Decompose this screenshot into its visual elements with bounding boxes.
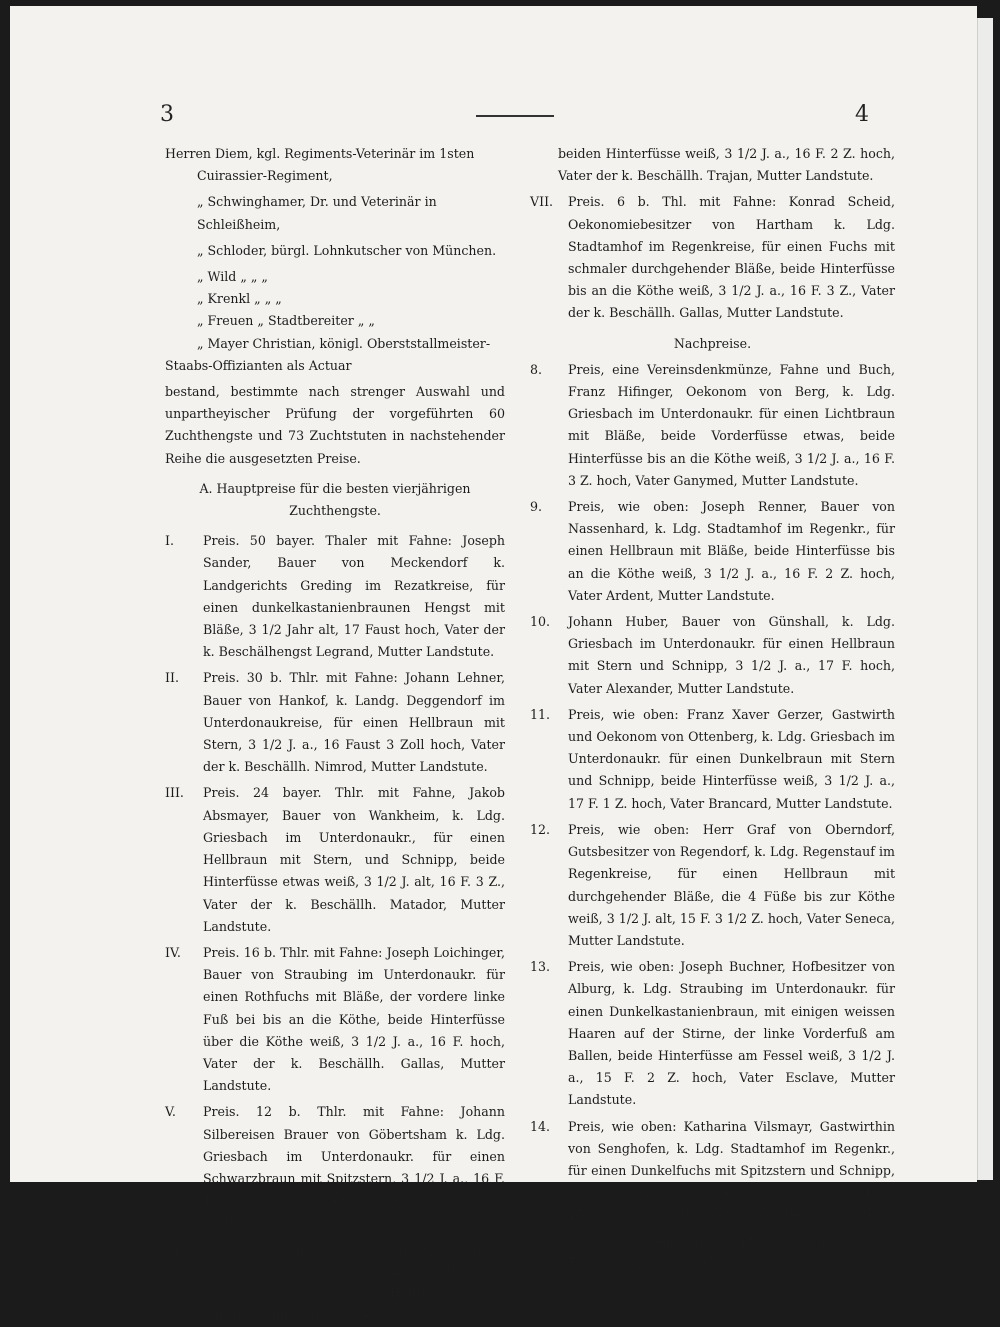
prize-number: 12.: [530, 821, 551, 837]
jury-line: „ Schloder, bürgl. Lohnkutscher von München.: [197, 242, 497, 258]
intro-paragraph: bestand, bestimmte nach strenger Auswahl und unpartheyischer Prüfung der vorgeführten 60 Zuchthengste und 73 Zuchtstuten in nachstehender Reihe die ausgesetzten Preise.: [165, 384, 505, 466]
prize-entry: [530, 1116, 895, 1227]
prize-entry: [165, 1239, 505, 1327]
prize-number: V.: [165, 1104, 176, 1120]
prize-text: Preis. 10 b. Thlr. mit Fahne: Wolfgang Grimm, Bauer von Gotzing, k. Ldg. Miesbach im Isarkr., für einen Hellbraun mit durchgehender Bläße, die: [203, 1241, 505, 1324]
prize-entry: [165, 942, 505, 1097]
right-column: [530, 143, 895, 1275]
prize-number: IV.: [165, 944, 181, 960]
prize-number: 11.: [530, 706, 551, 722]
prize-entry: [165, 530, 505, 663]
prize-number: 15.: [530, 1233, 551, 1249]
prize-number: VII.: [530, 194, 554, 210]
prize-number: 10.: [530, 614, 551, 630]
prize-entry: [530, 704, 895, 815]
prize-entry: [530, 191, 895, 324]
prize-text: Preis. 16 b. Thlr. mit Fahne: Joseph Loichinger, Bauer von Straubing im Unterdonaukr. für einen Rothfuchs mit Bläße, der vordere linke Fuß bei bis an die Köthe, beide Hinterfüsse über die Köthe weiß, 3 1/2 J. a., 16 F. hoch, Vater der k. Beschällh. Gallas, Mutter Landstute.: [203, 944, 505, 1094]
prize-entry: [165, 782, 505, 937]
prize-number: 14.: [530, 1118, 551, 1134]
prize-entry: [530, 956, 895, 1111]
jury-line: „ Freuen „ Stadtbereiter „ „: [197, 313, 375, 329]
prize-entry: [530, 819, 895, 952]
jury-line: Schleißheim,: [197, 216, 281, 232]
jury-line: „ Krenkl „ „ „: [197, 291, 282, 307]
jury-line: Staabs-Offizianten als Actuar: [165, 357, 352, 373]
prize-text: Preis, wie oben: Joseph Buchner, Hofbesitzer von Alburg, k. Ldg. Straubing im Unterdonaukr. für einen Dunkelkastanienbraun, mit einigen weissen Haaren auf der Stirne, der linke Vorderfuß am Ballen, beide Hinterfüsse am Fessel weiß, 3 1/2 J. a., 15 F. 2 Z. hoch, Vater Esclave, Mutter Landstute.: [568, 959, 895, 1108]
jury-line: Cuirassier-Regiment,: [197, 168, 333, 184]
jury-line: „ Wild „ „ „: [197, 269, 268, 285]
prize-entry: [165, 667, 505, 778]
prize-text: Preis, eine Vereinsdenkmünze, Fahne und Buch, Franz Hifinger, Oekonom von Berg, k. Ldg. Griesbach im Unterdonaukr. für einen Lichtbraun mit Bläße, beide Vorderfüsse etwas, beide Hinterfüsse bis an die Köthe weiß, 3 1/2 J. a., 16 F. 3 Z. hoch, Vater Ganymed, Mutter Landstute.: [568, 361, 895, 488]
prize-text: Preis, wie oben: Franz Xaver Gerzer, Gastwirth und Oekonom von Ottenberg, k. Ldg. Griesbach im Unterdonaukr. für einen Dunkelbraun mit Stern und Schnipp, beide Hinterfüsse weiß, 3 1/2 J. a., 17 F. 1 Z. hoch, Vater Brancard, Mutter Landstute.: [568, 706, 895, 811]
prize-text: Preis. 12 b. Thlr. mit Fahne: Johann Silbereisen Brauer von Göbertsham k. Ldg. Griesbach im Unterdonaukr. für einen Schwarzbraun mit Spitzstern, 3 1/2 J. a., 16 F. 1 Z. hoch, Vater der k. Beschällh. Matador Mutter Landstute.: [203, 1104, 505, 1231]
prize-number: VI.: [165, 1241, 184, 1257]
jury-line: Herren Diem, kgl. Regiments-Veterinär im 1sten: [165, 146, 475, 161]
prize-number: 9.: [530, 499, 543, 515]
prize-text: Preis, wie oben: Herr Graf von Oberndorf, Gutsbesitzer von Regendorf, k. Ldg. Regenstauf im Regenkreise, für einen Hellbraun mit durchgehender Bläße, die 4 Füße bis zur Köthe weiß, 3 1/2 J. alt, 15 F. 3 1/2 Z. hoch, Vater Seneca, Mutter Landstute.: [568, 821, 895, 948]
prize-text: Preis. 50 bayer. Thaler mit Fahne: Joseph Sander, Bauer von Meckendorf k. Landgerichts Greding im Rezatkreise, für einen dunkelkastanienbraunen Hengst mit Bläße, 3 1/2 Jahr alt, 17 Faust hoch, Vater der k. Beschälhengst Legrand, Mutter Landstute.: [203, 533, 505, 660]
prize-text: Johann Huber, Bauer von Günshall, k. Ldg. Griesbach im Unterdonaukr. für einen Hellbraun mit Stern und Schnipp, 3 1/2 J. a., 17 F. hoch, Vater Alexander, Mutter Landstute.: [568, 614, 895, 696]
prize-text: Preis, wie oben: Joseph Renner, Bauer von Nassenhard, k. Ldg. Stadtamhof im Regenkr., für einen Hellbraun mit Bläße, beide Hinterfüsse bis an die Köthe weiß, 3 1/2 J. a., 16 F. 2 Z. hoch, Vater Ardent, Mutter Landstute.: [568, 499, 895, 603]
prize-entry: [530, 359, 895, 492]
prize-entry: [530, 1231, 895, 1275]
continuation-text: beiden Hinterfüsse weiß, 3 1/2 J. a., 16 F. 2 Z. hoch, Vater der k. Beschällh. Trajan, Mutter Landstute.: [558, 146, 895, 184]
prize-entry: [165, 1101, 505, 1234]
prize-number: II.: [165, 670, 179, 686]
subheading: Nachpreise.: [673, 335, 752, 351]
section-heading: A. Hauptpreise für die besten vierjährigen Zuchthengste.: [199, 480, 471, 519]
jury-line: „ Schwinghamer, Dr. und Veterinär in: [197, 194, 437, 210]
next-page-edge: [977, 18, 993, 1180]
prize-text: Preis. 24 bayer. Thlr. mit Fahne, Jakob Absmayer, Bauer von Wankheim, k. Ldg. Griesbach im Unterdonaukr., für einen Hellbraun mit Stern, und Schnipp, beide Hinterfüsse etwas weiß, 3 1/2 J. alt, 16 F. 3 Z., Vater der k. Beschällh. Matador, Mutter Landstute.: [203, 785, 505, 934]
prize-text: Preis. 6 b. Thl. mit Fahne: Konrad Scheid, Oekonomiebesitzer von Hartham k. Ldg. Stadtamhof im Regenkreise, für einen Fuchs mit schmaler durchgehender Bläße, beide Hinterfüsse bis an die Köthe weiß, 3 1/2 J. a., 16 F. 3 Z., Vater der k. Beschällh. Gallas, Mutter Landstute.: [568, 194, 895, 321]
jury-line: „ Mayer Christian, königl. Oberststallmeister-: [197, 335, 491, 351]
prize-entry: [530, 611, 895, 700]
page-number-left: 3: [160, 102, 174, 127]
prize-text: Preis, wie oben: Katharina Vilsmayr, Gastwirthin von Senghofen, k. Ldg. Stadtamhof im Regenkr., für einen Dunkelfuchs mit Spitzstern und Schnipp, beide Hinterfüsse bis zur Köthe weiß, 3 1/2 J. a., 15 F. 2 Z. hoch, Vater Seneca, Mutter Landstute.: [568, 1118, 895, 1223]
prize-text: Preis, wie oben: Vitus Schwaiger, Oekonom von Feldkirchen, k. Ldg. Moosburg im Isarkr.,: [568, 1233, 895, 1271]
left-column: [165, 143, 505, 1327]
page-number-right: 4: [855, 102, 869, 127]
prize-number: 8.: [530, 361, 543, 377]
prize-entry: [530, 496, 895, 607]
prize-number: 13.: [530, 959, 551, 975]
prize-number: I.: [165, 533, 174, 549]
prize-text: Preis. 30 b. Thlr. mit Fahne: Johann Lehner, Bauer von Hankof, k. Landg. Deggendorf im Unterdonaukreise, für einen Hellbraun mit Stern, 3 1/2 J. a., 16 Faust 3 Zoll hoch, Vater der k. Beschällh. Nimrod, Mutter Landstute.: [203, 670, 505, 775]
prize-number: III.: [165, 785, 184, 801]
header-rule: [476, 115, 554, 117]
